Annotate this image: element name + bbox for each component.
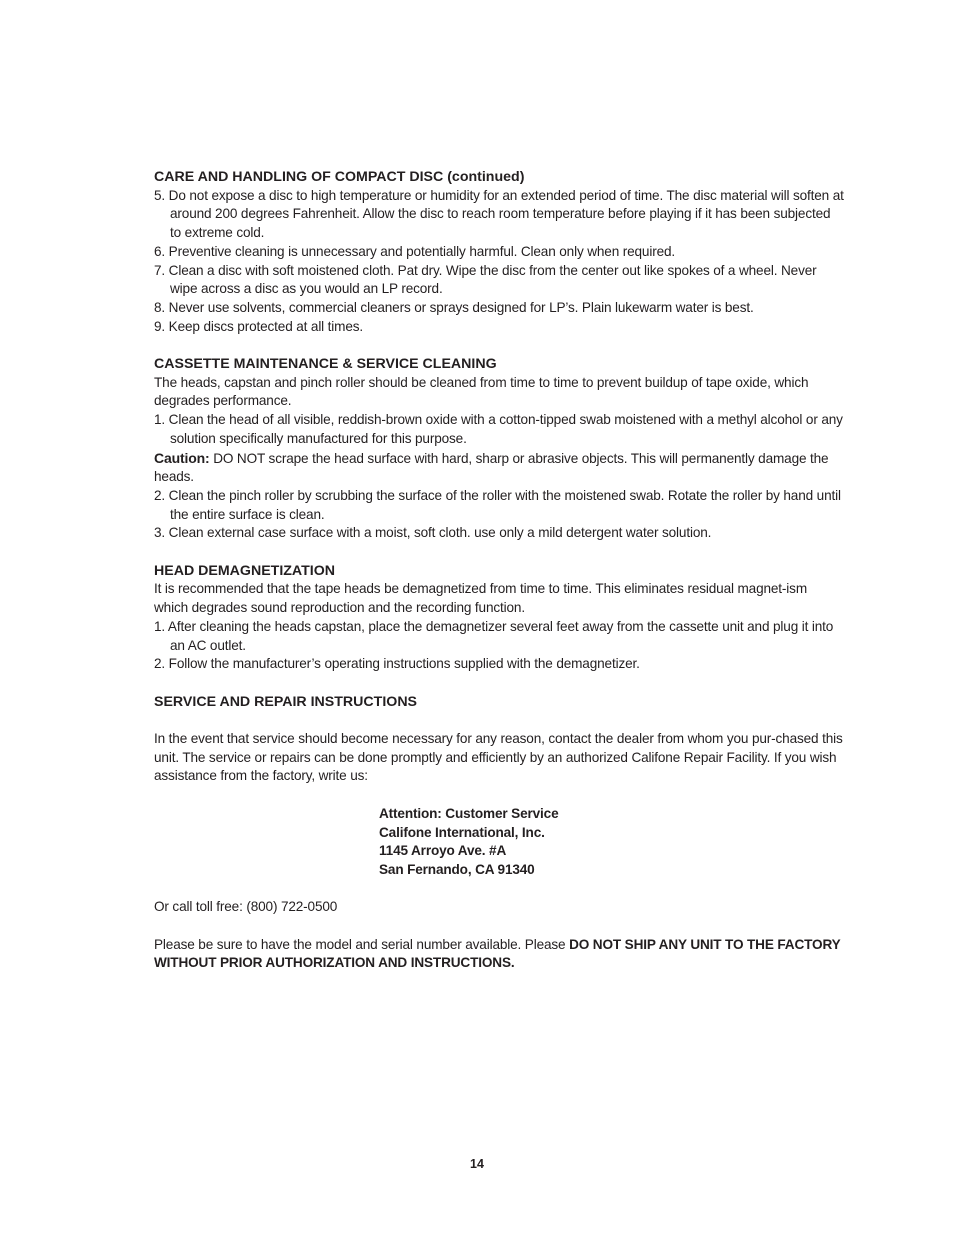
section-cassette-maintenance [154,355,844,543]
section-heading: SERVICE AND REPAIR INSTRUCTIONS [154,693,418,710]
list-item: 2. Follow the manufacturer’s operating instructions supplied with the demagnetizer. [154,656,640,672]
list-item: 1. Clean the head of all visible, reddish-brown oxide with a cotton-tipped swab moistened with a methyl alcohol or any solution specifically manufactured for this purpose. [154,412,843,446]
section-service-repair [154,693,844,973]
list-item: 1. After cleaning the heads capstan, place the demagnetizer several feet away from the cassette unit and plug it into an AC outlet. [154,618,834,653]
phone-line: Or call toll free: (800) 722-0500 [154,899,338,915]
list-item: 9. Keep discs protected at all times. [154,318,364,334]
page-content [154,168,844,973]
spacer [154,711,844,730]
caution-text: DO NOT scrape the head surface with hard, sharp or abrasive objects. This will permanently damage the heads. [154,450,829,485]
page-number: 14 [470,1157,484,1171]
closing-text: Please be sure to have the model and serial number available. Please [154,936,570,952]
spacer [154,880,844,899]
mailing-address [379,805,844,880]
address-line: San Fernando, CA 91340 [379,861,535,877]
section-heading: CASSETTE MAINTENANCE & SERVICE CLEANING [154,356,497,373]
list-item: 7. Clean a disc with soft moistened cloth. Pat dry. Wipe the disc from the center out like spokes of a wheel. Never wipe across a disc as you would an LP record. [154,262,817,297]
section-head-demagnetization [154,562,844,674]
caution-label: Caution: [154,449,210,466]
address-line: Califone International, Inc. [379,824,545,840]
list-item: 5. Do not expose a disc to high temperature or humidity for an extended period of time. The disc material will soften at around 200 degrees Fahrenheit. Allow the disc to reach room temperature before playing if it has been subjected to extreme cold. [154,187,844,241]
list-item: 3. Clean external case surface with a moist, soft cloth. use only a mild detergent water solution. [154,525,712,541]
section-intro: It is recommended that the tape heads be demagnetized from time to time. This eliminates residual magnet-ism which degrades sound reproduction and the recording function. [154,581,807,616]
caution-paragraph [154,449,844,487]
closing-paragraph [154,936,844,973]
address-line: Attention: Customer Service [379,805,559,821]
spacer [154,786,844,805]
section-intro: In the event that service should become necessary for any reason, contact the dealer from whom you pur-chased this unit. The service or repairs can be done promptly and efficiently by an authorized Califone Repair Facility. If you wish assistance from the factory, write us: [154,731,843,784]
section-heading: CARE AND HANDLING OF COMPACT DISC (continued) [154,169,525,185]
spacer [154,917,844,936]
section-compact-disc [154,168,844,336]
closing-warning: DO NOT SHIP ANY UNIT TO THE FACTORY WITHOUT PRIOR AUTHORIZATION AND INSTRUCTIONS. [154,936,841,971]
list-item: 2. Clean the pinch roller by scrubbing the surface of the roller with the moistened swab. Rotate the roller by hand until the entire surface is clean. [154,487,841,522]
address-line: 1145 Arroyo Ave. #A [379,843,507,859]
section-heading: HEAD DEMAGNETIZATION [154,562,336,579]
list-item: 8. Never use solvents, commercial cleaners or sprays designed for LP’s. Plain lukewarm water is best. [154,299,754,315]
list-item: 6. Preventive cleaning is unnecessary and potentially harmful. Clean only when required. [154,243,676,259]
section-intro: The heads, capstan and pinch roller should be cleaned from time to time to prevent buildup of tape oxide, which degrades performance. [154,374,809,409]
